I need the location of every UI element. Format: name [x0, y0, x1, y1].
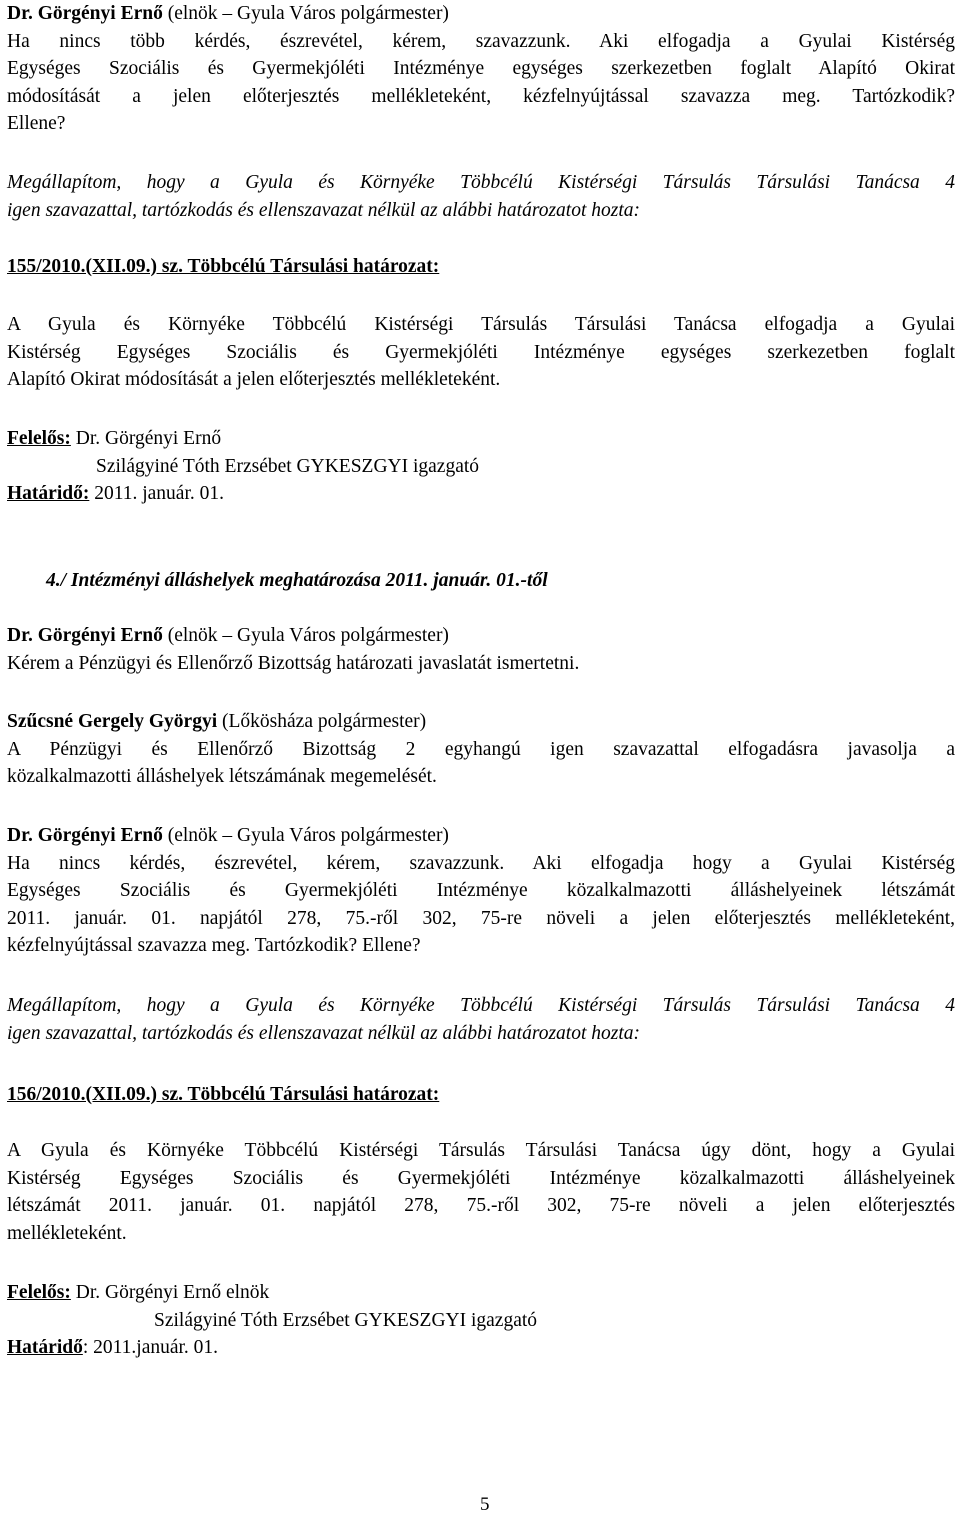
- finding-line: igen szavazattal, tartózkodás és ellenszavazat nélkül az alábbi határozatot hozta:: [7, 199, 641, 221]
- resolution-1: [7, 253, 955, 281]
- paragraph-line: Egységes Szociális és Gyermekjóléti Intézménye egységes szerkezetben foglalt Alapító Okirat: [7, 58, 955, 80]
- paragraph-line: kézfelnyújtással szavazza meg. Tartózkodik? Ellene?: [7, 935, 421, 957]
- speaker-block-3: [7, 708, 955, 791]
- speaker-name: Szűcsné Gergely Györgyi: [7, 711, 218, 732]
- paragraph-line: Egységes Szociális és Gyermekjóléti Intézménye közalkalmazotti álláshelyeinek létszámát: [7, 880, 955, 902]
- resolution-1-text: [7, 311, 955, 394]
- paragraph-line: 2011. január. 01. napjától 278, 75.-ről 302, 75-re növeli a jelen előterjesztés mellékleteként,: [7, 907, 955, 929]
- speaker-block-1: [7, 0, 955, 138]
- deadline-value: : 2011.január. 01.: [82, 1337, 219, 1359]
- finding-1: [7, 169, 955, 224]
- deadline-value: 2011. január. 01.: [94, 483, 224, 505]
- resolution-heading: 155/2010.(XII.09.) sz. Többcélú Társulási határozat:: [7, 256, 440, 277]
- finding-line: Megállapítom, hogy a Gyula és Környéke Többcélú Kistérségi Társulás Társulási Tanácsa 4: [7, 995, 955, 1016]
- speaker-role: (Lőkösháza polgármester): [222, 711, 427, 732]
- finding-2: [7, 992, 955, 1047]
- resolution-line: létszámát 2011. január. 01. napjától 278, 75.-ről 302, 75-re növeli a jelen előterjesztés: [7, 1195, 955, 1217]
- speaker-block-2: [7, 622, 955, 677]
- resolution-2: [7, 1081, 955, 1109]
- deadline-line: [7, 1334, 955, 1362]
- speaker-line: [7, 822, 955, 850]
- resolution-line: mellékleteként.: [7, 1222, 127, 1244]
- finding-line: igen szavazattal, tartózkodás és ellenszavazat nélkül az alábbi határozatot hozta:: [7, 1022, 641, 1044]
- responsible-line: [7, 425, 955, 453]
- resolution-line: A Gyula és Környéke Többcélú Kistérségi Társulás Társulási Tanácsa úgy dönt, hogy a Gyulai: [7, 1140, 955, 1161]
- deadline-line: [7, 480, 955, 508]
- paragraph-line: Ha nincs több kérdés, észrevétel, kérem, szavazzunk. Aki elfogadja a Gyulai Kistérség: [7, 30, 955, 52]
- resolution-1-responsible: [7, 425, 955, 508]
- paragraph-line: A Pénzügyi és Ellenőrző Bizottság 2 egyhangú igen szavazattal elfogadásra javasolja a: [7, 738, 955, 760]
- speaker-name: Dr. Görgényi Ernő: [7, 825, 163, 846]
- speaker-block-4: [7, 822, 955, 960]
- responsible-line-2: Szilágyiné Tóth Erzsébet GYKESZGYI igazgató: [96, 455, 480, 477]
- paragraph-line: közalkalmazotti álláshelyek létszámának megemelését.: [7, 766, 437, 788]
- finding-line: Megállapítom, hogy a Gyula és Környéke Többcélú Kistérségi Társulás Társulási Tanácsa 4: [7, 172, 955, 193]
- paragraph-line: Ha nincs kérdés, észrevétel, kérem, szavazzunk. Aki elfogadja hogy a Gyulai Kistérség: [7, 852, 955, 874]
- speaker-name: Dr. Görgényi Ernő: [7, 3, 163, 24]
- deadline-label: Határidő: [7, 1337, 83, 1359]
- speaker-name: Dr. Görgényi Ernő: [7, 625, 163, 646]
- resolution-line: Alapító Okirat módosítását a jelen előterjesztés mellékleteként.: [7, 369, 501, 391]
- resolution-line: Kistérség Egységes Szociális és Gyermekjóléti Intézménye közalkalmazotti álláshelyeinek: [7, 1167, 955, 1189]
- resolution-2-text: [7, 1137, 955, 1247]
- resolution-line: A Gyula és Környéke Többcélú Kistérségi Társulás Társulási Tanácsa elfogadja a Gyulai: [7, 314, 955, 335]
- speaker-line: [7, 622, 955, 650]
- paragraph-line: Ellene?: [7, 113, 66, 135]
- responsible-name: Dr. Görgényi Ernő: [75, 428, 222, 449]
- speaker-line: [7, 708, 955, 736]
- paragraph-line: módosítását a jelen előterjesztés mellékleteként, kézfelnyújtással szavazza meg. Tartózkodik?: [7, 85, 955, 107]
- responsible-name: Dr. Görgényi Ernő elnök: [75, 1282, 270, 1303]
- section-title: 4./ Intézményi álláshelyek meghatározása 2011. január. 01.-től: [46, 570, 548, 591]
- resolution-heading: 156/2010.(XII.09.) sz. Többcélú Társulási határozat:: [7, 1084, 440, 1105]
- responsible-label: Felelős:: [7, 428, 71, 449]
- speaker-role: (elnök – Gyula Város polgármester): [167, 3, 449, 24]
- speaker-role: (elnök – Gyula Város polgármester): [167, 825, 449, 846]
- paragraph-line: Kérem a Pénzügyi és Ellenőrző Bizottság határozati javaslatát ismertetni.: [7, 652, 580, 674]
- speaker-role: (elnök – Gyula Város polgármester): [167, 625, 449, 646]
- speaker-line: [7, 0, 955, 28]
- responsible-label: Felelős:: [7, 1282, 71, 1303]
- deadline-label: Határidő:: [7, 483, 90, 505]
- responsible-line: [7, 1279, 955, 1307]
- resolution-line: Kistérség Egységes Szociális és Gyermekjóléti Intézménye egységes szerkezetben foglalt: [7, 341, 955, 363]
- responsible-line-2: Szilágyiné Tóth Erzsébet GYKESZGYI igazgató: [154, 1309, 538, 1331]
- resolution-2-responsible: [7, 1279, 955, 1362]
- page-number: 5: [480, 1494, 490, 1515]
- section-4: [7, 567, 955, 595]
